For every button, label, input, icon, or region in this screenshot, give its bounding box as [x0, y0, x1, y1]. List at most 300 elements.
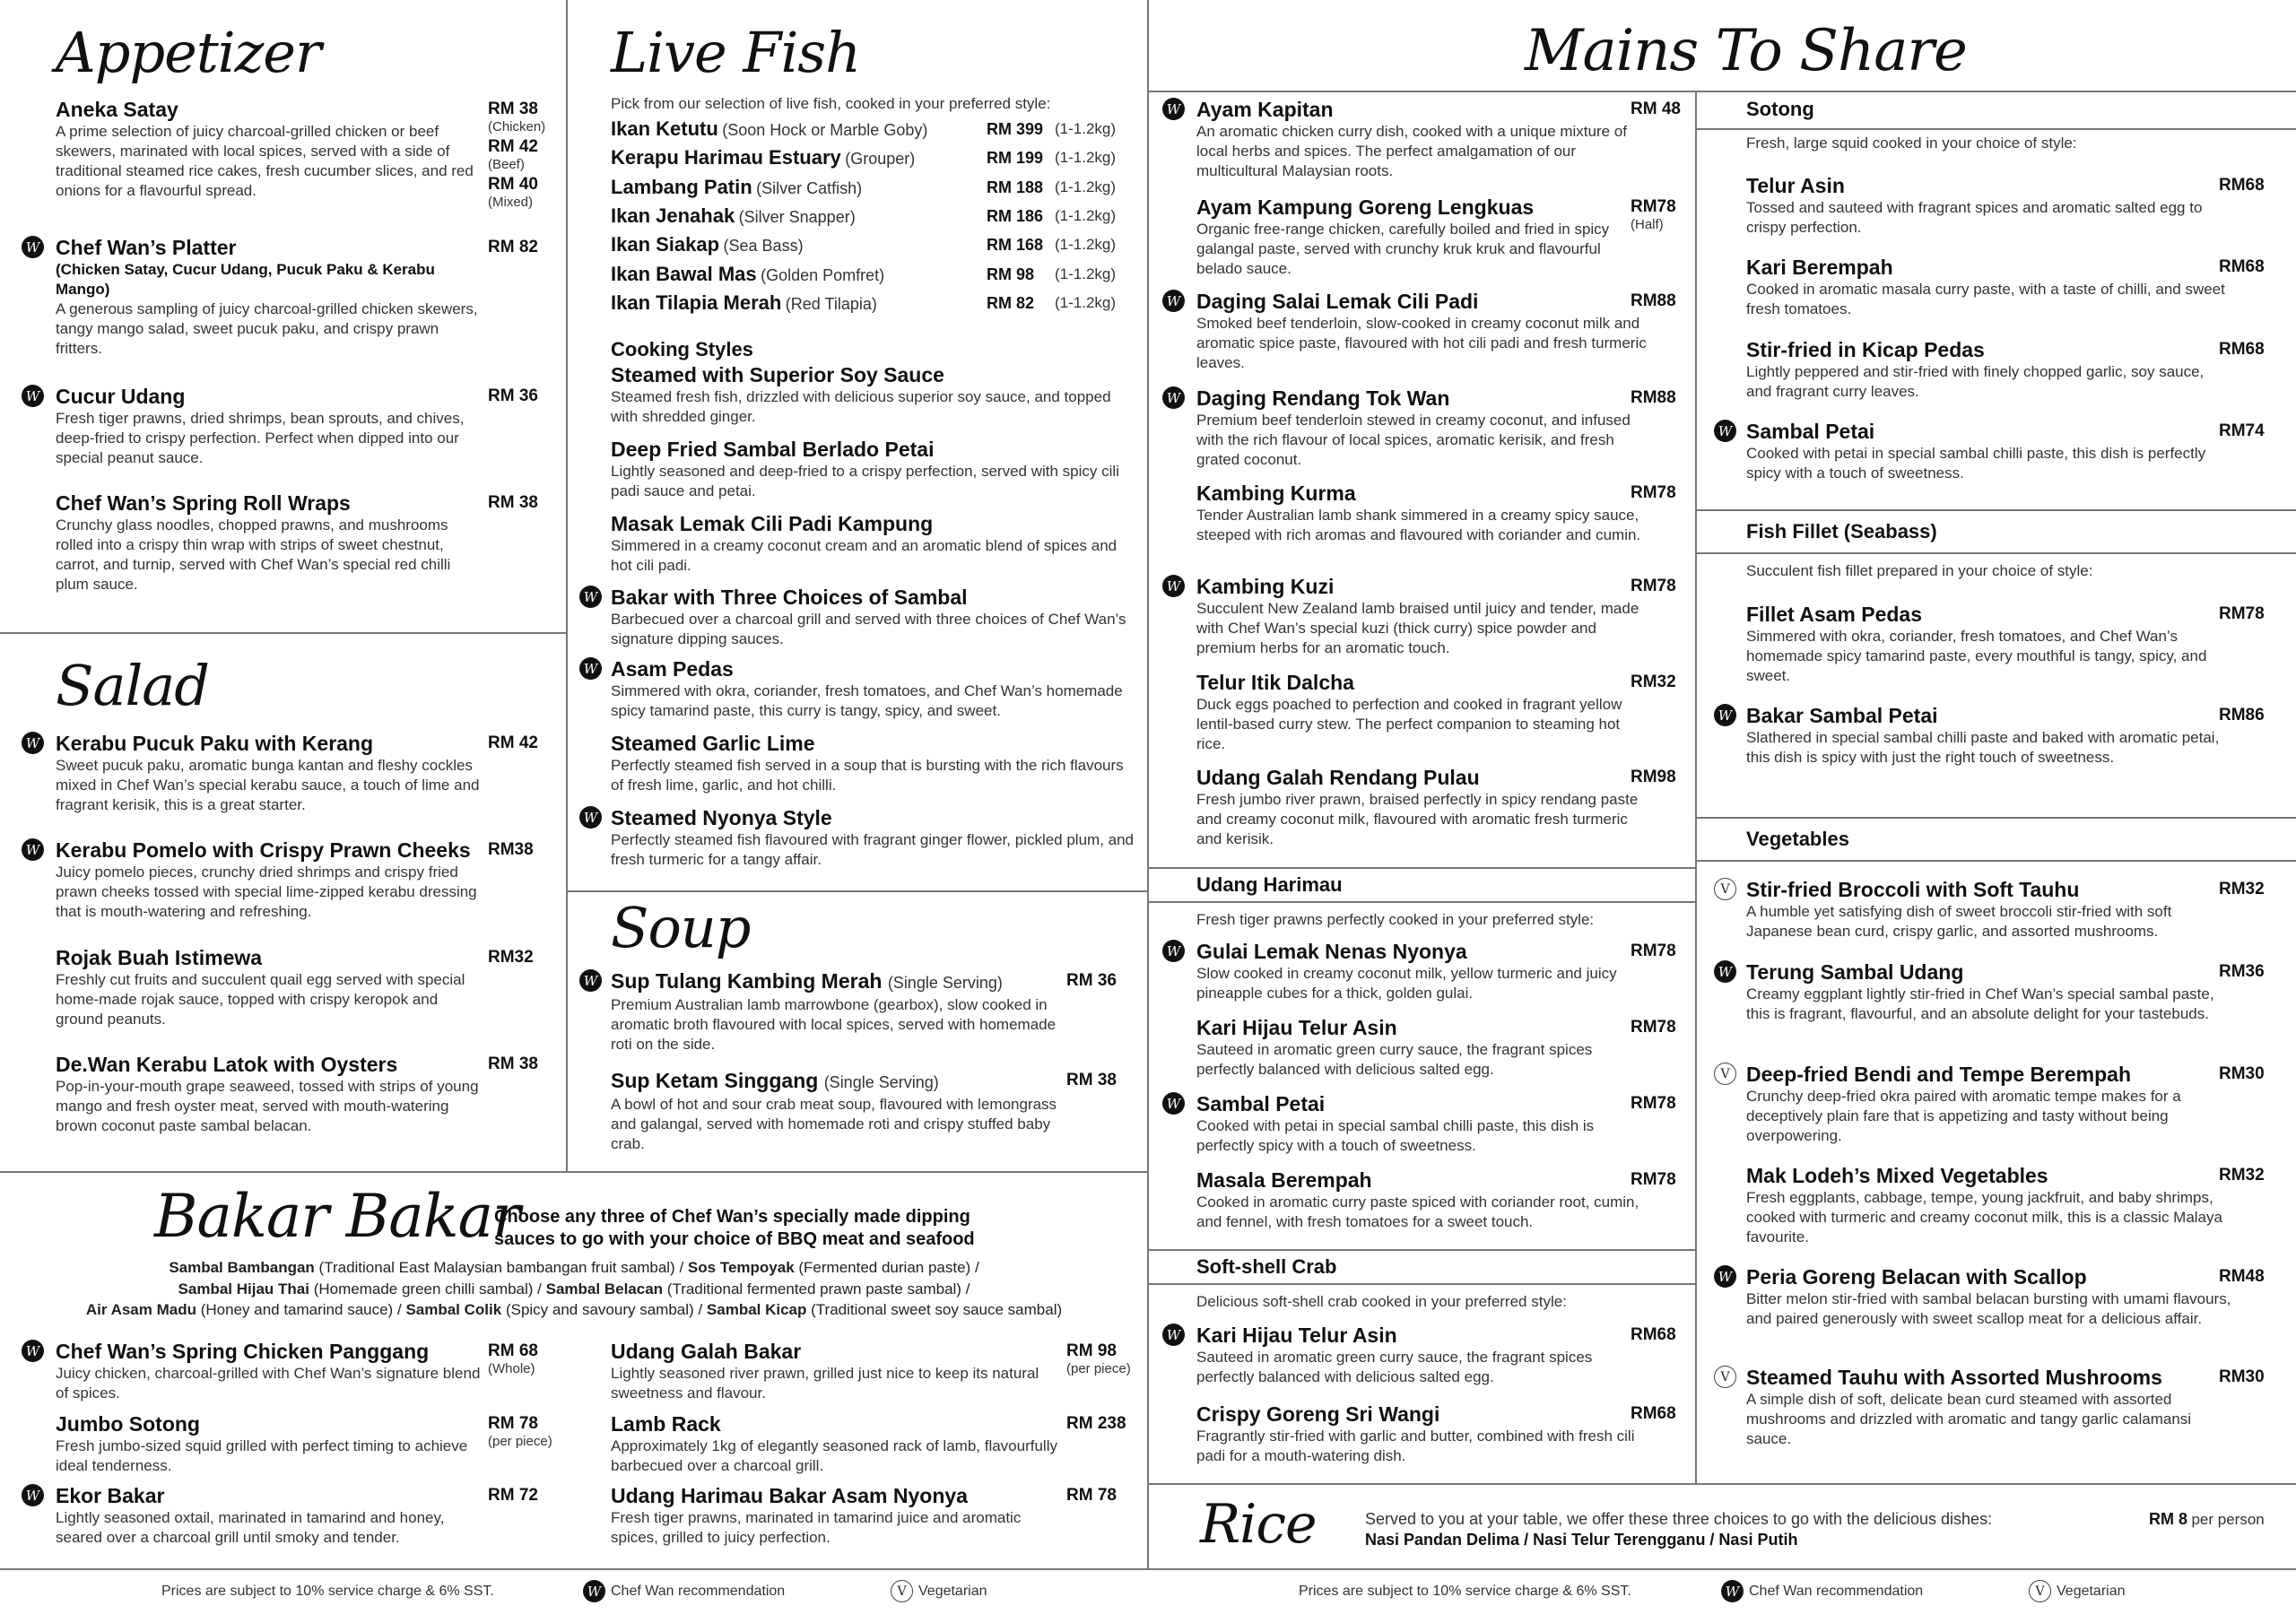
item-name-text: Steamed Tauhu with Assorted Mushrooms	[1746, 1366, 2162, 1389]
item-price: RM30	[2219, 1367, 2265, 1386]
item-name	[1196, 386, 1649, 411]
fish-name: Ikan Tilapia Merah	[611, 291, 782, 314]
item-body	[1746, 1365, 2235, 1449]
item-prices	[1631, 768, 1676, 787]
item-description: Tender Australian lamb shank simmered in a creamy spicy sauce, steeped with rich aromas and flavoured with coriander and cumin.	[1196, 507, 1641, 543]
item-price: RM 48	[1631, 100, 1681, 118]
fish-weight: (1-1.2kg)	[1055, 293, 1117, 311]
item-name	[56, 731, 486, 756]
item-price: RM78	[1631, 1094, 1676, 1113]
sotong-intro: Fresh, large squid cooked in your choice of style:	[1746, 135, 2077, 152]
item-price: RM78	[1631, 942, 1676, 960]
sauce-name: Sos Tempoyak	[687, 1259, 795, 1276]
sotong-heading: Sotong	[1696, 91, 2296, 130]
item-description: A generous sampling of juicy charcoal-grilled chicken skewers, tangy mango salad, sweet pucuk paku, and crispy prawn fritters.	[56, 300, 478, 357]
item-name	[611, 731, 1135, 756]
item-price: RM32	[1631, 673, 1676, 691]
item-description: Sauteed in aromatic green curry sauce, the fragrant spices perfectly balanced with delicious salted egg.	[1196, 1041, 1593, 1078]
item-body	[1196, 939, 1649, 1003]
item-body	[611, 362, 1135, 427]
item-description: Cooked with petai in special sambal chilli paste, this dish is perfectly spicy with a touch of sweetness.	[1196, 1117, 1595, 1154]
fish-alt-name: (Red Tilapia)	[785, 294, 877, 313]
chef-recommendation-icon: W	[22, 838, 44, 861]
sauce-name: Sambal Kicap	[706, 1301, 807, 1318]
item-name	[56, 945, 486, 970]
item-body	[56, 838, 486, 922]
item-price: RM78	[1631, 197, 1676, 216]
item-body	[1196, 1015, 1649, 1080]
item-description: Organic free-range chicken, carefully boiled and fried in spicy galangal paste, served with crunchy kruk kruk and flavourful belado sauce.	[1196, 221, 1610, 277]
item-price: RM30	[2219, 1064, 2265, 1083]
item-description: Creamy eggplant lightly stir-fried in Chef Wan’s special sambal paste, this is fragrant, flavourful, and an absolute delight for your tastebuds.	[1746, 985, 2214, 1022]
item-price-note: (Half)	[1631, 217, 1664, 232]
item-name-text: Kari Hijau Telur Asin	[1196, 1324, 1397, 1347]
item-body	[611, 1483, 1059, 1548]
item-name	[1746, 337, 2226, 362]
item-name	[1196, 1402, 1649, 1427]
item-name	[1746, 1062, 2235, 1087]
item-description: A prime selection of juicy charcoal-grilled chicken or beef skewers, marinated with local spices, served with a side of traditional steamed rice cakes, fresh cucumber slices, and red onions for a flavourful spread.	[56, 123, 474, 199]
sauce-description: (Traditional East Malaysian bambangan fruit sambal)	[318, 1259, 675, 1276]
sauce-line	[0, 1257, 1148, 1279]
cooking-styles-heading: Cooking Styles	[611, 338, 753, 360]
fish-weight: (1-1.2kg)	[1055, 206, 1117, 224]
item-body	[56, 235, 486, 359]
footer-veg-label: Vegetarian	[2057, 1584, 2126, 1599]
item-prices	[2219, 257, 2265, 277]
item-prices	[488, 1341, 538, 1379]
fish-weight: (1-1.2kg)	[1055, 178, 1117, 195]
item-name	[1746, 959, 2235, 985]
item-price: RM78	[1631, 1018, 1676, 1037]
footer-chef-label: Chef Wan recommendation	[611, 1584, 786, 1599]
item-name-text: Steamed with Superior Soy Sauce	[611, 363, 944, 386]
udang-harimau-heading: Udang Harimau	[1148, 867, 1696, 903]
item-description: Crunchy deep-fried okra paired with aromatic tempe makes for a deceptively plain fare that is appetizing and tasty without being overpowering.	[1746, 1088, 2181, 1144]
vegetables-heading: Vegetables	[1696, 817, 2296, 862]
item-body	[1746, 337, 2226, 402]
item-body	[56, 1411, 486, 1476]
item-prices	[1066, 1341, 1131, 1379]
item-body	[1746, 419, 2226, 483]
chef-recommendation-icon: W	[1721, 1580, 1744, 1602]
chef-recommendation-icon: W	[1162, 290, 1185, 312]
item-price: RM78	[1631, 1170, 1676, 1189]
item-price: RM68	[2219, 340, 2265, 359]
chef-recommendation-icon: W	[579, 657, 602, 680]
item-name	[1746, 173, 2226, 198]
item-prices	[488, 1414, 552, 1452]
item-price: RM48	[2219, 1267, 2265, 1286]
item-body	[1746, 255, 2226, 319]
item-description: A bowl of hot and sour crab meat soup, flavoured with lemongrass and galangal, served with homemade roti and crispy stuffed baby crab.	[611, 1096, 1057, 1152]
item-name-text: Mak Lodeh’s Mixed Vegetables	[1746, 1164, 2048, 1187]
item-name	[1196, 481, 1649, 506]
item-prices	[1631, 291, 1676, 311]
item-price-note: (Whole)	[488, 1361, 535, 1376]
bakar-intro: Choose any three of Chef Wan’s specially made dipping sauces to go with your choice of BBQ meat and seafood	[494, 1207, 975, 1249]
item-price: RM32	[2219, 880, 2265, 898]
separator: /	[679, 1259, 684, 1276]
item-price: RM32	[488, 948, 534, 967]
fish-name: Kerapu Harimau Estuary	[611, 146, 841, 169]
item-body	[1746, 1062, 2235, 1146]
item-name-text: Sambal Petai	[1746, 420, 1875, 443]
item-description: Fresh jumbo river prawn, braised perfectly in spicy rendang paste and creamy coconut milk, flavoured with aromatic fresh turmeric and kerisik.	[1196, 791, 1639, 847]
live-fish-intro: Pick from our selection of live fish, cooked in your preferred style:	[611, 95, 1051, 112]
vegetarian-icon: V	[1714, 1366, 1736, 1388]
sauce-description: (Honey and tamarind sauce)	[200, 1301, 394, 1318]
item-body	[56, 1052, 486, 1136]
fish-price-row	[611, 204, 1117, 231]
item-price: RM98	[1631, 768, 1676, 786]
item-prices	[2219, 604, 2265, 624]
item-body	[1196, 195, 1649, 279]
item-subtitle: (Chicken Satay, Cucur Udang, Pucuk Paku & Kerabu Mango)	[56, 261, 435, 298]
item-description: Perfectly steamed fish flavoured with fragrant ginger flower, pickled plum, and fresh turmeric for a tangy affair.	[611, 831, 1135, 868]
item-price: RM78	[2219, 604, 2265, 623]
item-price: RM 38	[488, 493, 538, 512]
item-name-text: Masala Berempah	[1196, 1168, 1372, 1192]
divider	[566, 0, 568, 1171]
item-body	[1746, 959, 2235, 1024]
sauce-name: Sambal Hijau Thai	[178, 1280, 309, 1298]
item-description: Lightly seasoned river prawn, grilled just nice to keep its natural sweetness and flavour.	[611, 1365, 1039, 1402]
footer-left	[0, 1580, 1148, 1607]
item-price: RM68	[2219, 176, 2265, 195]
divider	[0, 632, 567, 634]
item-body	[611, 437, 1135, 501]
separator: /	[965, 1280, 970, 1298]
chef-recommendation-icon: W	[22, 385, 44, 407]
item-description: Steamed fresh fish, drizzled with delicious superior soy sauce, and topped with shredded ginger.	[611, 388, 1111, 425]
item-name	[56, 1411, 486, 1436]
item-price: RM 36	[488, 386, 538, 405]
item-name-text: Stir-fried in Kicap Pedas	[1746, 338, 1985, 361]
item-price: RM78	[1631, 483, 1676, 502]
item-prices	[488, 493, 538, 513]
item-name-text: Stir-fried Broccoli with Soft Tauhu	[1746, 878, 2080, 901]
fish-weight: (1-1.2kg)	[1055, 149, 1117, 167]
item-description: Juicy chicken, charcoal-grilled with Chef Wan’s signature blend of spices.	[56, 1365, 481, 1402]
item-prices	[2219, 962, 2265, 982]
item-price: RM 78	[488, 1414, 538, 1433]
item-name-text: Daging Salai Lemak Cili Padi	[1196, 290, 1479, 313]
fish-price-row	[611, 117, 1117, 144]
item-name	[1196, 195, 1649, 220]
item-prices	[488, 100, 545, 213]
item-name-text: Kari Berempah	[1746, 256, 1893, 279]
item-name-text: Kambing Kuzi	[1196, 575, 1335, 598]
item-name	[1746, 1163, 2235, 1188]
item-price-note: (Mixed)	[488, 195, 534, 210]
item-description: Lightly seasoned and deep-fried to a crispy perfection, served with spicy cili padi sauce and petai.	[611, 463, 1119, 499]
chef-recommendation-icon: W	[1162, 940, 1185, 962]
item-price: RM 38	[488, 1055, 538, 1073]
item-body	[56, 490, 486, 595]
item-name	[56, 490, 486, 516]
chef-recommendation-icon: W	[22, 732, 44, 754]
chef-recommendation-icon: W	[1162, 98, 1185, 120]
item-name	[56, 838, 486, 863]
item-name-text: De.Wan Kerabu Latok with Oysters	[56, 1053, 398, 1076]
item-price: RM88	[1631, 291, 1676, 310]
rice-title: Rice	[1200, 1493, 1317, 1556]
item-prices	[488, 840, 534, 860]
item-name-text: Masak Lemak Cili Padi Kampung	[611, 512, 934, 535]
item-name	[56, 1483, 486, 1508]
fish-weight: (1-1.2kg)	[1055, 236, 1117, 254]
chef-recommendation-icon: W	[1162, 386, 1185, 409]
item-description: Slow cooked in creamy coconut milk, yellow turmeric and juicy pineapple cubes for a thick, golden gulai.	[1196, 965, 1617, 1002]
rice-choices: Nasi Pandan Delima / Nasi Telur Terengganu / Nasi Putih	[1365, 1531, 1798, 1549]
item-body	[56, 1339, 486, 1403]
item-description: Fresh eggplants, cabbage, tempe, young jackfruit, and baby shrimps, cooked with turmeric and creamy coconut milk, this is a classic Malaya favourite.	[1746, 1189, 2222, 1245]
item-name	[1196, 289, 1649, 314]
fish-weight: (1-1.2kg)	[1055, 265, 1117, 282]
item-price-note: (per piece)	[488, 1434, 552, 1449]
separator: /	[396, 1301, 402, 1318]
item-name	[611, 656, 1135, 681]
fish-alt-name: (Golden Pomfret)	[761, 265, 885, 284]
item-prices	[2219, 880, 2265, 899]
item-prices	[1631, 483, 1676, 503]
item-prices	[2219, 1267, 2265, 1287]
item-name	[1196, 1167, 1649, 1193]
chef-recommendation-icon: W	[1162, 1092, 1185, 1115]
item-description: Cooked with petai in special sambal chilli paste, this dish is perfectly spicy with a touch of sweetness.	[1746, 445, 2206, 482]
fish-name: Ikan Jenahak	[611, 204, 735, 227]
item-prices	[1066, 1071, 1117, 1090]
item-name	[611, 511, 1135, 536]
item-prices	[1631, 673, 1676, 692]
item-description: Fragrantly stir-fried with garlic and butter, combined with fresh cili padi for a mouth-watering dish.	[1196, 1428, 1635, 1464]
divider	[1148, 1483, 2296, 1485]
item-prices	[2219, 421, 2265, 441]
item-name-text: Ayam Kapitan	[1196, 98, 1334, 121]
item-description: Sweet pucuk paku, aromatic bunga kantan and fleshy cockles mixed in Chef Wan’s special kerabu sauce, a touch of lime and fragrant kerisik, this is a great starter.	[56, 757, 480, 813]
item-description: Fresh tiger prawns, marinated in tamarind juice and aromatic spices, grilled to juicy perfection.	[611, 1509, 1022, 1546]
item-body	[1746, 173, 2226, 238]
fish-alt-name: (Silver Catfish)	[756, 178, 863, 197]
item-description: Bitter melon stir-fried with sambal belacan bursting with umami flavours, and paired generously with sweet scallop meat for a delicious affair.	[1746, 1290, 2231, 1327]
item-name	[56, 1339, 486, 1364]
item-description: Cooked in aromatic curry paste spiced with coriander root, cumin, and fennel, with fresh tomatoes for a sweet touch.	[1196, 1193, 1639, 1230]
soft-shell-crab-intro: Delicious soft-shell crab cooked in your preferred style:	[1196, 1293, 1567, 1310]
sauce-name: Sambal Belacan	[545, 1280, 664, 1298]
item-price: RM 82	[488, 238, 538, 256]
item-prices	[488, 948, 534, 968]
item-prices	[1631, 1170, 1676, 1190]
item-name-text: Kerabu Pomelo with Crispy Prawn Cheeks	[56, 838, 471, 862]
item-body	[611, 968, 1059, 1055]
item-description: Simmered with okra, coriander, fresh tomatoes, and Chef Wan’s homemade spicy tamarind paste, every mouthful is tangy, spicy, and sweet.	[1746, 628, 2207, 684]
item-prices	[2219, 340, 2265, 360]
item-price: RM86	[2219, 706, 2265, 725]
item-name-text: Deep-fried Bendi and Tempe Berempah	[1746, 1063, 2131, 1086]
sauce-list	[0, 1257, 1148, 1321]
vegetarian-icon: V	[2029, 1580, 2051, 1602]
item-price-note: (per piece)	[1066, 1361, 1131, 1376]
item-description: Tossed and sauteed with fragrant spices and aromatic salted egg to crispy perfection.	[1746, 199, 2203, 236]
item-body	[1196, 1323, 1649, 1387]
item-body	[611, 656, 1135, 721]
item-name-text: Cucur Udang	[56, 385, 186, 408]
item-name-text: Steamed Nyonya Style	[611, 806, 832, 829]
item-prices	[488, 1055, 538, 1074]
item-price: RM 42	[488, 733, 538, 752]
item-body	[1196, 481, 1649, 545]
item-price: RM 38	[1066, 1071, 1117, 1089]
salad-title: Salad	[56, 653, 209, 718]
item-price: RM 42	[488, 137, 538, 156]
item-body	[611, 731, 1135, 795]
fish-price: RM 82	[987, 293, 1035, 312]
item-name-text: Fillet Asam Pedas	[1746, 603, 1923, 626]
item-name-text: Bakar Sambal Petai	[1746, 704, 1938, 727]
item-price: RM32	[2219, 1166, 2265, 1185]
item-name-text: Kerabu Pucuk Paku with Kerang	[56, 732, 374, 755]
vegetarian-icon: V	[1714, 878, 1736, 900]
item-name	[56, 384, 486, 409]
item-prices	[1631, 1325, 1676, 1345]
item-description: Fresh jumbo-sized squid grilled with perfect timing to achieve ideal tenderness.	[56, 1437, 468, 1474]
item-description: Perfectly steamed fish served in a soup that is bursting with the rich flavours of fresh lime, garlic, and hot chilli.	[611, 757, 1124, 794]
chef-recommendation-icon: W	[22, 1340, 44, 1362]
item-name	[1196, 1323, 1649, 1348]
item-serving-note: (Single Serving)	[823, 1073, 939, 1091]
item-name	[56, 97, 486, 122]
fish-fillet-heading: Fish Fillet (Seabass)	[1696, 509, 2296, 554]
item-prices	[1631, 1018, 1676, 1037]
item-name-text: Ayam Kampung Goreng Lengkuas	[1196, 195, 1535, 219]
vegetarian-icon: V	[1714, 1063, 1736, 1085]
item-description: Simmered with okra, coriander, fresh tomatoes, and Chef Wan’s homemade spicy tamarind paste, this curry is tangy, spicy, and sweet.	[611, 682, 1123, 719]
item-description: A humble yet satisfying dish of sweet broccoli stir-fried with soft Japanese bean curd, crispy garlic, and assorted mushrooms.	[1746, 903, 2172, 940]
item-name-text: Ekor Bakar	[56, 1484, 165, 1507]
item-price: RM 72	[488, 1486, 538, 1505]
item-prices	[2219, 1367, 2265, 1387]
footer-right	[1148, 1580, 2296, 1607]
soup-title: Soup	[611, 895, 751, 960]
item-name-text: Kambing Kurma	[1196, 482, 1356, 505]
item-name-text: Deep Fried Sambal Berlado Petai	[611, 438, 935, 461]
item-body	[1196, 1402, 1649, 1466]
fish-price-row	[611, 262, 1117, 290]
item-name	[56, 235, 486, 260]
fish-alt-name: (Soon Hock or Marble Goby)	[722, 121, 928, 139]
sauce-name: Sambal Colik	[405, 1301, 502, 1318]
mains-title: Mains To Share	[1525, 18, 1967, 84]
bakar-title: Bakar Bakar	[154, 1182, 520, 1251]
item-prices	[1066, 971, 1117, 991]
item-price: RM 78	[1066, 1486, 1117, 1505]
item-name-text: Sambal Petai	[1196, 1092, 1326, 1115]
sauce-description: (Homemade green chilli sambal)	[313, 1280, 534, 1298]
chef-recommendation-icon: W	[1162, 575, 1185, 597]
fish-name: Ikan Bawal Mas	[611, 262, 757, 285]
item-price: RM68	[2219, 257, 2265, 276]
item-name-text: Aneka Satay	[56, 98, 178, 121]
chef-recommendation-icon: W	[579, 806, 602, 829]
item-name	[1196, 574, 1649, 599]
item-description: Succulent New Zealand lamb braised until juicy and tender, made with Chef Wan’s special kuzi (thick curry) spice powder and premium herbs for an aromatic touch.	[1196, 600, 1639, 656]
item-name-text: Udang Harimau Bakar Asam Nyonya	[611, 1484, 968, 1507]
item-serving-note: (Single Serving)	[887, 974, 1003, 992]
item-price-note: (Chicken)	[488, 119, 546, 135]
item-description: Barbecued over a charcoal grill and served with three choices of Chef Wan’s signature dipping sauces.	[611, 611, 1126, 647]
item-body	[56, 945, 486, 1029]
rice-intro: Served to you at your table, we offer these three choices to go with the delicious dishes:	[1365, 1510, 1993, 1528]
item-description: Pop-in-your-mouth grape seaweed, tossed with strips of young mango and fresh oyster meat, served with mouth-watering brown coconut paste sambal belacan.	[56, 1078, 479, 1134]
item-name	[1746, 419, 2226, 444]
sauce-description: (Traditional sweet soy sauce sambal)	[811, 1301, 1063, 1318]
item-body	[1196, 574, 1649, 658]
item-description: An aromatic chicken curry dish, cooked with a unique mixture of local herbs and spices. The perfect amalgamation of our multicultural Malaysian roots.	[1196, 123, 1628, 179]
item-name-text: Asam Pedas	[611, 657, 734, 681]
item-name	[1196, 939, 1649, 964]
item-prices	[488, 1486, 538, 1506]
item-price: RM78	[1631, 577, 1676, 595]
chef-recommendation-icon: W	[1714, 1265, 1736, 1288]
item-description: Approximately 1kg of elegantly seasoned rack of lamb, flavourfully barbecued over a charcoal grill.	[611, 1437, 1057, 1474]
item-body	[611, 585, 1135, 649]
item-description: Cooked in aromatic masala curry paste, with a taste of chilli, and sweet fresh tomatoes.	[1746, 281, 2225, 317]
item-description: Simmered in a creamy coconut cream and an aromatic blend of spices and hot cili padi.	[611, 537, 1118, 574]
item-name	[611, 437, 1135, 462]
item-body	[1746, 703, 2226, 768]
item-prices	[1631, 577, 1676, 596]
item-name	[611, 585, 1135, 610]
appetizer-title: Appetizer	[56, 20, 321, 85]
chef-recommendation-icon: W	[583, 1580, 605, 1602]
live-fish-title: Live Fish	[611, 20, 861, 85]
item-name-text: Lamb Rack	[611, 1412, 721, 1436]
rice-price-unit: per person	[2191, 1511, 2265, 1528]
item-name	[1746, 1365, 2235, 1390]
item-body	[1746, 877, 2235, 942]
item-description: Fresh tiger prawns, dried shrimps, bean sprouts, and chives, deep-fried to crispy perfection. Perfect when dipped into our special peanut sauce.	[56, 410, 465, 466]
fish-alt-name: (Sea Bass)	[723, 237, 804, 256]
item-prices	[1631, 1094, 1676, 1114]
item-prices	[488, 733, 538, 753]
item-name-text: Gulai Lemak Nenas Nyonya	[1196, 940, 1467, 963]
sauce-description: (Traditional fermented prawn paste sambal)	[666, 1280, 961, 1298]
item-body	[611, 805, 1135, 870]
chef-recommendation-icon: W	[1714, 420, 1736, 442]
item-name	[1746, 877, 2235, 902]
chef-recommendation-icon: W	[22, 1484, 44, 1506]
item-description: Crunchy glass noodles, chopped prawns, and mushrooms rolled into a crispy thin wrap with strips of sweet chestnut, carrot, and turnip, served with Chef Wan’s special red chilli plum sauce.	[56, 516, 451, 593]
divider	[0, 1171, 1148, 1173]
item-price: RM 36	[1066, 971, 1117, 990]
item-price: RM 238	[1066, 1414, 1126, 1433]
item-name	[1746, 703, 2226, 728]
item-description: Smoked beef tenderloin, slow-cooked in creamy coconut milk and aromatic spice paste, flavoured with hot cili padi and fresh turmeric leaves.	[1196, 315, 1647, 371]
footer-veg-label: Vegetarian	[918, 1584, 987, 1599]
item-description: Premium Australian lamb marrowbone (gearbox), slow cooked in aromatic broth flavoured with local spices, served with homemade roti on the side.	[611, 996, 1057, 1053]
item-body	[56, 97, 486, 201]
sauce-line	[0, 1299, 1148, 1321]
item-prices	[2219, 706, 2265, 725]
fish-name: Ikan Siakap	[611, 233, 720, 256]
item-name	[1196, 1015, 1649, 1040]
divider	[1147, 0, 1149, 1568]
rice-price	[2149, 1510, 2265, 1529]
item-name	[611, 805, 1135, 830]
fish-price: RM 186	[987, 206, 1044, 225]
item-name-text: Udang Galah Bakar	[611, 1340, 802, 1363]
